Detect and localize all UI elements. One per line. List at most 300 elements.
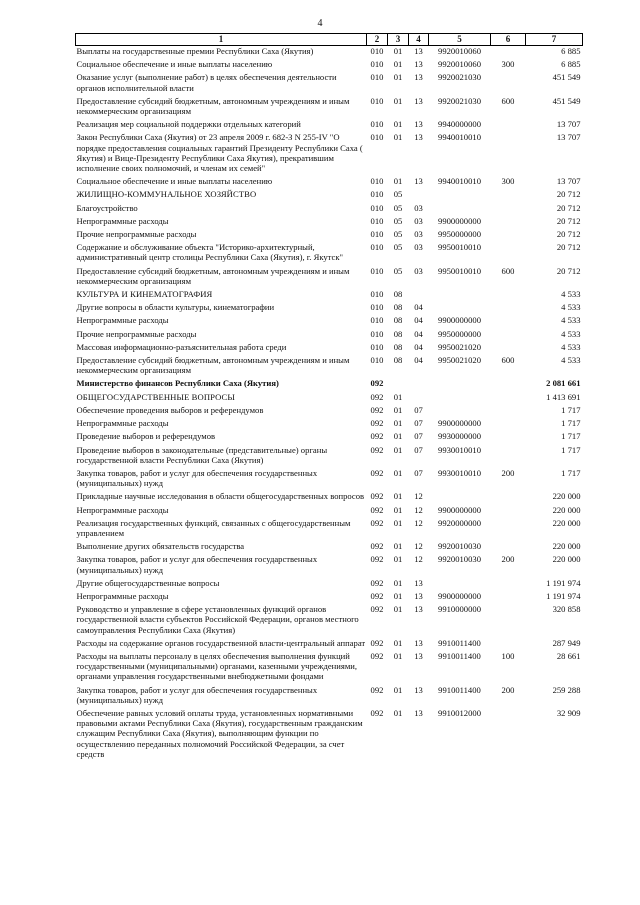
row-expense-type xyxy=(491,216,526,229)
row-amount: 4 533 xyxy=(561,341,581,352)
row-amount: 4 533 xyxy=(561,328,581,339)
table-row xyxy=(76,505,583,518)
row-target-article xyxy=(429,491,491,504)
row-expense-type xyxy=(491,518,526,541)
row-section: 01 xyxy=(393,391,403,402)
row-expense-type xyxy=(491,242,526,265)
row-amount: 1 717 xyxy=(561,431,581,442)
row-section: 01 xyxy=(393,46,403,56)
row-admin-code: 092 xyxy=(370,491,384,502)
row-amount: 4 533 xyxy=(561,315,581,326)
row-name: Предоставление субсидий бюджетным, автономным учреждениям и иным некоммерческим организациям xyxy=(76,95,350,117)
row-admin-code: 010 xyxy=(370,59,384,70)
table-row xyxy=(76,431,583,444)
table-row xyxy=(76,302,583,315)
row-section: 01 xyxy=(393,504,403,515)
row-target-article: 9920010060 xyxy=(438,59,481,70)
row-name: Министерство финансов Республики Саха (Якутия) xyxy=(76,378,279,389)
table-row xyxy=(76,685,583,708)
table-row xyxy=(76,405,583,418)
row-amount: 1 413 691 xyxy=(546,391,581,402)
row-admin-code: 010 xyxy=(370,202,384,213)
row-expense-type xyxy=(491,638,526,651)
row-name: Закон Республики Саха (Якутия) от 23 апреля 2009 г. 682-З N 255-IV "О порядке предоставления социальных гарантий Президенту Республики Саха ( Якутия) и Вице-Президенту Республики Саха Якутия), прекратившим исполнение своих полномочий, и членам их семей" xyxy=(76,132,363,174)
row-expense-type xyxy=(491,302,526,315)
row-name: Непрограммные расходы xyxy=(76,590,169,601)
row-subsection: 13 xyxy=(414,95,423,106)
row-target-article: 9900000000 xyxy=(438,504,481,515)
row-name: Прочие непрограммные расходы xyxy=(76,328,197,339)
row-target-article: 9910000000 xyxy=(438,604,481,615)
row-amount: 287 949 xyxy=(552,637,581,648)
row-admin-code: 010 xyxy=(370,132,384,143)
row-amount: 1 717 xyxy=(561,418,581,429)
row-target-article xyxy=(429,302,491,315)
row-target-article xyxy=(429,203,491,216)
row-name: Реализация мер социальной поддержки отдельных категорий xyxy=(76,119,301,130)
table-row xyxy=(76,342,583,355)
row-name: Непрограммные расходы xyxy=(76,315,169,326)
row-amount: 220 000 xyxy=(552,541,581,552)
row-admin-code: 010 xyxy=(370,242,384,253)
row-section: 05 xyxy=(393,242,403,253)
row-amount: 2 081 661 xyxy=(546,378,581,389)
row-amount: 451 549 xyxy=(552,95,581,106)
row-name: Расходы на содержание органов государственной власти-центральный аппарат xyxy=(76,637,366,648)
row-amount: 1 717 xyxy=(561,404,581,415)
row-subsection: 07 xyxy=(414,418,423,429)
row-name: Оказание услуг (выполнение работ) в целях обеспечения деятельности органов исполнительной власти xyxy=(76,72,337,93)
row-admin-code: 010 xyxy=(370,315,384,326)
row-subsection: 03 xyxy=(414,229,423,240)
row-expense-type xyxy=(491,329,526,342)
row-section: 01 xyxy=(393,604,403,615)
table-row xyxy=(76,418,583,431)
row-amount: 4 533 xyxy=(561,355,581,366)
row-expense-type xyxy=(491,431,526,444)
row-name: Расходы на выплаты персоналу в целях обеспечения выполнения функций государственными (муниципальными) органами, казенными учреждениями, органами управления государственными внебюджетными фондами xyxy=(76,650,358,682)
table-row xyxy=(76,541,583,554)
row-amount: 13 707 xyxy=(556,176,581,187)
row-target-article: 9920010060 xyxy=(438,46,481,56)
row-name: Прочие непрограммные расходы xyxy=(76,229,197,240)
row-target-article: 9920021030 xyxy=(438,95,481,106)
row-section: 08 xyxy=(393,315,403,326)
table-row xyxy=(76,651,583,685)
row-subsection: 04 xyxy=(414,315,423,326)
row-expense-type: 100 xyxy=(501,650,515,661)
budget-table xyxy=(75,33,583,762)
row-name: Обеспечение проведения выборов и референдумов xyxy=(76,404,264,415)
row-target-article xyxy=(429,405,491,418)
row-subsection: 03 xyxy=(414,242,423,253)
row-name: Проведение выборов в законодательные (представительные) органы государственной власти Республики Саха (Якутия) xyxy=(76,444,328,465)
row-name: Предоставление субсидий бюджетным, автономным учреждениям и иным некоммерческим организациям xyxy=(76,265,350,286)
row-expense-type xyxy=(491,378,526,391)
row-admin-code: 092 xyxy=(370,504,384,515)
row-target-article xyxy=(429,189,491,202)
row-admin-code: 010 xyxy=(370,229,384,240)
row-subsection: 13 xyxy=(414,119,423,130)
table-row xyxy=(76,203,583,216)
row-target-article: 9920000000 xyxy=(438,517,481,528)
row-name: Предоставление субсидий бюджетным, автономным учреждениям и иным некоммерческим организациям xyxy=(76,355,350,376)
row-amount: 1 191 974 xyxy=(546,590,581,601)
row-name: Массовая информационно-разъяснительная работа среди xyxy=(76,341,287,352)
row-amount: 20 712 xyxy=(556,242,581,253)
row-admin-code: 010 xyxy=(370,46,384,56)
row-subsection: 04 xyxy=(414,355,423,366)
row-section: 05 xyxy=(393,229,403,240)
row-section xyxy=(388,378,409,391)
row-expense-type xyxy=(491,445,526,468)
table-row xyxy=(76,392,583,405)
table-row xyxy=(76,266,583,289)
row-subsection: 13 xyxy=(414,176,423,187)
row-section: 01 xyxy=(393,637,403,648)
row-expense-type xyxy=(491,541,526,554)
row-target-article xyxy=(429,578,491,591)
row-admin-code: 092 xyxy=(370,577,384,588)
row-expense-type xyxy=(491,708,526,762)
row-expense-type xyxy=(491,405,526,418)
header-col-2: 2 xyxy=(367,34,388,46)
row-admin-code: 010 xyxy=(370,72,384,83)
row-admin-code: 092 xyxy=(370,707,384,718)
row-target-article: 9910011400 xyxy=(438,684,481,695)
row-admin-code: 092 xyxy=(370,517,384,528)
row-target-article: 9930000000 xyxy=(438,431,481,442)
row-target-article: 9950010010 xyxy=(438,265,481,276)
row-subsection: 13 xyxy=(414,577,423,588)
row-target-article: 9900000000 xyxy=(438,418,481,429)
header-col-5: 5 xyxy=(429,34,491,46)
row-section: 01 xyxy=(393,431,403,442)
table-row xyxy=(76,216,583,229)
row-expense-type xyxy=(491,119,526,132)
row-target-article: 9900000000 xyxy=(438,590,481,601)
table-row xyxy=(76,176,583,189)
header-col-6: 6 xyxy=(491,34,526,46)
row-section: 01 xyxy=(393,684,403,695)
row-expense-type xyxy=(491,289,526,302)
row-subsection xyxy=(409,392,429,405)
row-admin-code: 092 xyxy=(370,554,384,565)
table-row xyxy=(76,378,583,391)
row-subsection: 12 xyxy=(414,491,423,502)
row-expense-type: 300 xyxy=(501,176,515,187)
row-subsection: 07 xyxy=(414,404,423,415)
row-section: 01 xyxy=(393,132,403,143)
row-expense-type xyxy=(491,315,526,328)
table-row xyxy=(76,554,583,577)
row-subsection xyxy=(409,189,429,202)
table-row xyxy=(76,491,583,504)
row-admin-code: 092 xyxy=(370,650,384,661)
row-admin-code: 010 xyxy=(370,215,384,226)
row-expense-type xyxy=(491,72,526,95)
row-amount: 13 707 xyxy=(556,119,581,130)
table-row xyxy=(76,229,583,242)
row-subsection: 07 xyxy=(414,444,423,455)
row-expense-type xyxy=(491,491,526,504)
row-admin-code: 092 xyxy=(370,684,384,695)
row-amount: 28 661 xyxy=(556,650,581,661)
row-name: КУЛЬТУРА И КИНЕМАТОГРАФИЯ xyxy=(76,289,213,300)
table-row xyxy=(76,329,583,342)
table-row xyxy=(76,708,583,762)
row-amount: 6 885 xyxy=(561,59,581,70)
row-subsection: 12 xyxy=(414,504,423,515)
table-row xyxy=(76,59,583,72)
row-target-article xyxy=(429,378,491,391)
row-expense-type xyxy=(491,418,526,431)
header-col-1: 1 xyxy=(76,34,367,46)
row-section: 05 xyxy=(393,202,403,213)
row-target-article xyxy=(429,289,491,302)
row-admin-code: 092 xyxy=(370,418,384,429)
row-expense-type xyxy=(491,132,526,176)
row-expense-type xyxy=(491,578,526,591)
row-name: Закупка товаров, работ и услуг для обеспечения государственных (муниципальных) нужд xyxy=(76,554,318,575)
row-name: Непрограммные расходы xyxy=(76,418,169,429)
row-target-article: 9940000000 xyxy=(438,119,481,130)
table-row xyxy=(76,638,583,651)
row-section: 01 xyxy=(393,577,403,588)
row-section: 01 xyxy=(393,444,403,455)
row-section: 01 xyxy=(393,95,403,106)
row-target-article: 9950010010 xyxy=(438,242,481,253)
row-target-article: 9930010010 xyxy=(438,467,481,478)
row-admin-code: 010 xyxy=(370,341,384,352)
row-subsection: 13 xyxy=(414,650,423,661)
table-row xyxy=(76,468,583,491)
row-target-article: 9900000000 xyxy=(438,315,481,326)
row-admin-code: 010 xyxy=(370,265,384,276)
row-name: Выполнение других обязательств государства xyxy=(76,541,245,552)
table-row xyxy=(76,132,583,176)
row-expense-type xyxy=(491,203,526,216)
row-section: 08 xyxy=(393,302,403,313)
row-name: Непрограммные расходы xyxy=(76,504,169,515)
row-target-article: 9910011400 xyxy=(438,650,481,661)
row-amount: 1 191 974 xyxy=(546,577,581,588)
row-admin-code: 092 xyxy=(370,444,384,455)
row-name: ОБЩЕГОСУДАРСТВЕННЫЕ ВОПРОСЫ xyxy=(76,391,235,402)
row-admin-code: 092 xyxy=(370,378,384,389)
table-row xyxy=(76,355,583,378)
row-amount: 20 712 xyxy=(556,229,581,240)
table-row xyxy=(76,604,583,638)
row-section: 01 xyxy=(393,467,403,478)
row-section: 01 xyxy=(393,707,403,718)
row-name: Выплаты на государственные премии Республики Саха (Якутия) xyxy=(76,46,314,56)
row-amount: 4 533 xyxy=(561,289,581,300)
table-row xyxy=(76,242,583,265)
row-section: 01 xyxy=(393,119,403,130)
row-section: 01 xyxy=(393,554,403,565)
row-subsection: 13 xyxy=(414,46,423,56)
table-row xyxy=(76,119,583,132)
row-name: Закупка товаров, работ и услуг для обеспечения государственных (муниципальных) нужд xyxy=(76,467,318,489)
row-amount: 6 885 xyxy=(561,46,581,56)
row-section: 01 xyxy=(393,418,403,429)
row-admin-code: 010 xyxy=(370,289,384,300)
row-subsection: 13 xyxy=(414,59,423,70)
row-name: Другие общегосударственные вопросы xyxy=(76,577,220,588)
row-name: Благоустройство xyxy=(76,202,138,213)
row-target-article: 9900000000 xyxy=(438,215,481,226)
table-row xyxy=(76,445,583,468)
row-name: Содержание и обслуживание объекта "Историко-архитектурный, административный центр столицы Республики Саха (Якутия), г. Якутск" xyxy=(76,242,344,263)
row-subsection: 13 xyxy=(414,590,423,601)
row-amount: 20 712 xyxy=(556,265,581,276)
row-subsection: 12 xyxy=(414,517,423,528)
row-subsection: 07 xyxy=(414,431,423,442)
row-amount: 20 712 xyxy=(556,189,581,200)
row-target-article: 9930010010 xyxy=(438,444,481,455)
row-amount: 20 712 xyxy=(556,202,581,213)
row-subsection: 12 xyxy=(414,554,423,565)
row-section: 05 xyxy=(393,265,403,276)
row-expense-type: 200 xyxy=(501,684,515,695)
row-admin-code: 010 xyxy=(370,328,384,339)
row-admin-code: 092 xyxy=(370,431,384,442)
row-name: Обеспечение равных условий оплаты труда, установленных нормативными правовыми актами Республики Саха (Якутия), государственным гражданским служащим Республики Саха (Якутия), выполняющим функции по осуществлению переданных полномочий Российской Федерации, за счет средств xyxy=(76,707,363,759)
row-admin-code: 010 xyxy=(370,355,384,366)
row-admin-code: 010 xyxy=(370,95,384,106)
row-subsection: 03 xyxy=(414,215,423,226)
row-target-article: 9950021020 xyxy=(438,355,481,366)
row-target-article: 9920010030 xyxy=(438,554,481,565)
row-subsection: 04 xyxy=(414,302,423,313)
row-amount: 1 717 xyxy=(561,444,581,455)
row-target-article xyxy=(429,392,491,405)
row-section: 01 xyxy=(393,176,403,187)
table-body xyxy=(76,46,583,762)
row-section: 01 xyxy=(393,541,403,552)
row-section: 01 xyxy=(393,59,403,70)
table-row xyxy=(76,289,583,302)
row-subsection xyxy=(409,289,429,302)
row-admin-code: 092 xyxy=(370,467,384,478)
header-col-4: 4 xyxy=(409,34,429,46)
row-amount: 32 909 xyxy=(556,707,581,718)
row-name: Проведение выборов и референдумов xyxy=(76,431,216,442)
table-row xyxy=(76,578,583,591)
row-name: Непрограммные расходы xyxy=(76,215,169,226)
row-admin-code: 092 xyxy=(370,590,384,601)
header-col-3: 3 xyxy=(388,34,409,46)
row-target-article: 9950000000 xyxy=(438,229,481,240)
row-target-article: 9920010030 xyxy=(438,541,481,552)
row-name: Прикладные научные исследования в области общегосударственных вопросов xyxy=(76,491,365,502)
row-expense-type xyxy=(491,189,526,202)
row-amount: 320 858 xyxy=(552,604,581,615)
row-name: Закупка товаров, работ и услуг для обеспечения государственных (муниципальных) нужд xyxy=(76,684,318,705)
row-subsection: 13 xyxy=(414,72,423,83)
row-section: 01 xyxy=(393,491,403,502)
row-admin-code: 010 xyxy=(370,176,384,187)
row-amount: 220 000 xyxy=(552,504,581,515)
row-target-article: 9940010010 xyxy=(438,132,481,143)
page-number: 4 xyxy=(317,18,323,29)
row-section: 01 xyxy=(393,517,403,528)
row-admin-code: 092 xyxy=(370,541,384,552)
row-target-article: 9920021030 xyxy=(438,72,481,83)
row-section: 01 xyxy=(393,72,403,83)
row-amount: 4 533 xyxy=(561,302,581,313)
table-row xyxy=(76,315,583,328)
row-name: Руководство и управление в сфере установленных функций органов государственной власти субъектов Российской Федерации, органов местного самоуправления Республики Саха (Якутия) xyxy=(76,604,359,635)
row-section: 08 xyxy=(393,341,403,352)
row-expense-type xyxy=(491,604,526,638)
row-subsection: 04 xyxy=(414,328,423,339)
row-target-article: 9940010010 xyxy=(438,176,481,187)
row-subsection: 13 xyxy=(414,684,423,695)
table-row xyxy=(76,46,583,60)
row-admin-code: 010 xyxy=(370,119,384,130)
row-section: 08 xyxy=(393,289,403,300)
row-expense-type xyxy=(491,591,526,604)
row-section: 01 xyxy=(393,650,403,661)
row-expense-type: 600 xyxy=(501,355,515,366)
row-target-article: 9910011400 xyxy=(438,637,481,648)
row-subsection: 03 xyxy=(414,265,423,276)
row-section: 05 xyxy=(393,189,403,200)
table-row xyxy=(76,518,583,541)
row-name: Социальное обеспечение и иные выплаты населению xyxy=(76,176,273,187)
row-section: 08 xyxy=(393,328,403,339)
row-expense-type xyxy=(491,392,526,405)
row-expense-type: 300 xyxy=(501,59,515,70)
row-admin-code: 092 xyxy=(370,637,384,648)
row-name: Реализация государственных функций, связанных с общегосударственным управлением xyxy=(76,517,351,538)
header-col-7: 7 xyxy=(526,34,583,46)
row-section: 01 xyxy=(393,404,403,415)
row-amount: 259 288 xyxy=(552,684,581,695)
row-expense-type xyxy=(491,46,526,60)
row-expense-type: 200 xyxy=(501,467,515,478)
row-expense-type: 600 xyxy=(501,265,515,276)
row-amount: 1 717 xyxy=(561,467,581,478)
table-row xyxy=(76,591,583,604)
row-subsection: 12 xyxy=(414,541,423,552)
row-target-article: 9950000000 xyxy=(438,328,481,339)
row-subsection: 07 xyxy=(414,467,423,478)
row-subsection: 13 xyxy=(414,707,423,718)
row-amount: 220 000 xyxy=(552,517,581,528)
table-header xyxy=(76,34,583,46)
row-admin-code: 092 xyxy=(370,404,384,415)
row-expense-type xyxy=(491,342,526,355)
row-expense-type xyxy=(491,229,526,242)
row-target-article: 9950021020 xyxy=(438,341,481,352)
row-subsection: 13 xyxy=(414,132,423,143)
row-subsection: 04 xyxy=(414,341,423,352)
row-expense-type: 600 xyxy=(501,95,515,106)
row-name: Социальное обеспечение и иные выплаты населению xyxy=(76,59,273,70)
row-amount: 220 000 xyxy=(552,554,581,565)
row-subsection: 13 xyxy=(414,637,423,648)
row-expense-type: 200 xyxy=(501,554,515,565)
row-target-article: 9910012000 xyxy=(438,707,481,718)
row-section: 08 xyxy=(393,355,403,366)
row-name: Другие вопросы в области культуры, кинематографии xyxy=(76,302,275,313)
row-amount: 20 712 xyxy=(556,215,581,226)
table-row xyxy=(76,189,583,202)
row-admin-code: 092 xyxy=(370,604,384,615)
